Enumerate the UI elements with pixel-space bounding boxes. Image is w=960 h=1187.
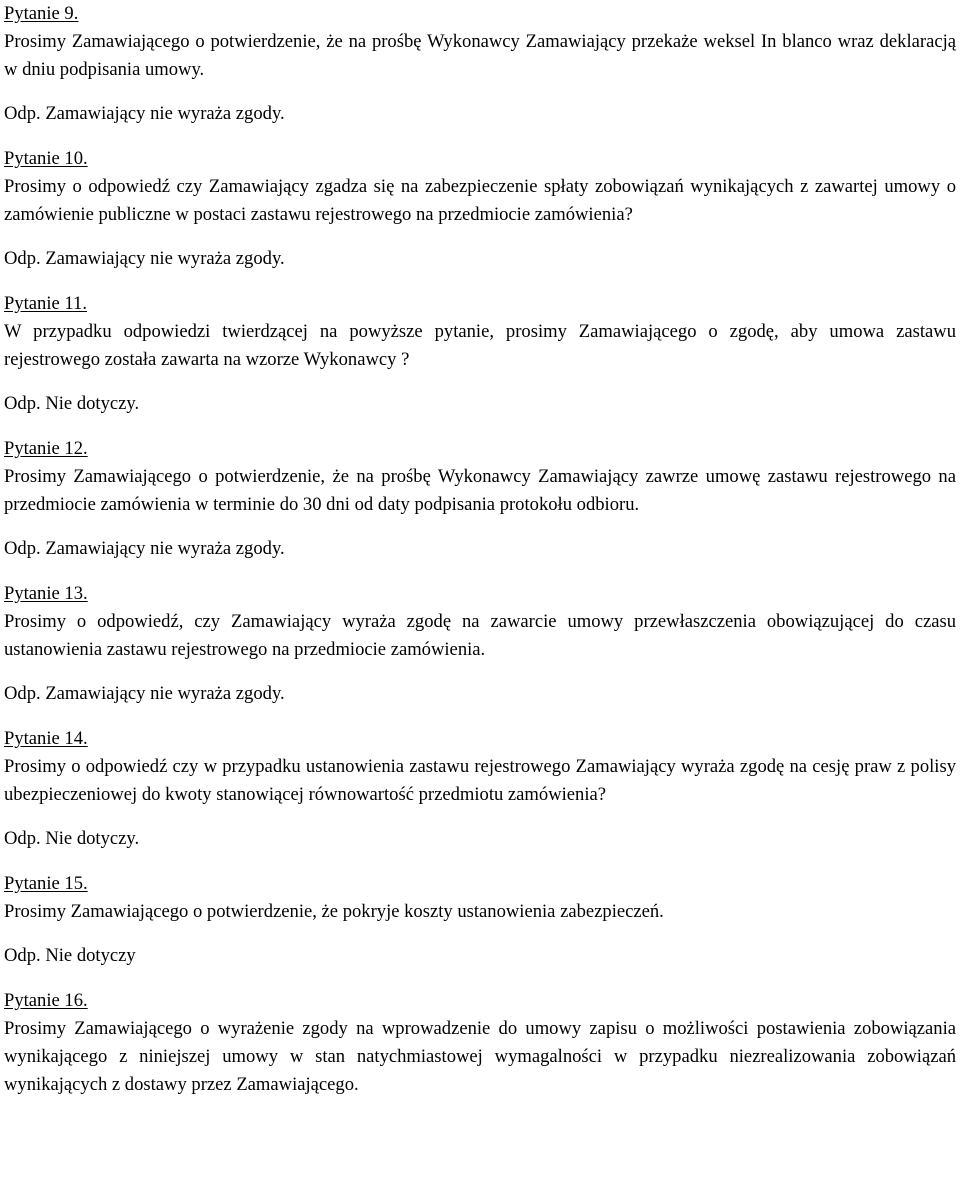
answer-text: Odp. Zamawiający nie wyraża zgody. [4,683,285,704]
answer-text: Odp. Nie dotyczy [4,945,136,966]
question-heading: Pytanie 9. [4,3,79,24]
question-block-15 [4,870,956,970]
question-heading: Pytanie 16. [4,990,88,1011]
question-heading: Pytanie 12. [4,438,88,459]
question-text: Prosimy Zamawiającego o potwierdzenie, że na prośbę Wykonawcy Zamawiający przekaże weksel In blanco wraz deklaracją w dniu podpisania umowy. [4,31,956,80]
question-text: Prosimy Zamawiającego o potwierdzenie, że na prośbę Wykonawcy Zamawiający zawrze umowę zastawu rejestrowego na przedmiocie zamówienia w terminie do 30 dni od daty podpisania protokołu odbioru. [4,466,956,515]
question-heading: Pytanie 10. [4,148,88,169]
answer-text: Odp. Nie dotyczy. [4,393,140,414]
question-heading: Pytanie 15. [4,873,88,894]
answer-text: Odp. Zamawiający nie wyraża zgody. [4,103,285,124]
question-block-13 [4,580,956,708]
question-block-12 [4,435,956,563]
question-heading: Pytanie 14. [4,728,88,749]
question-text: Prosimy Zamawiającego o potwierdzenie, że pokryje koszty ustanowienia zabezpieczeń. [4,901,664,922]
question-block-16 [4,987,956,1099]
question-heading: Pytanie 11. [4,293,87,314]
question-text: Prosimy o odpowiedź, czy Zamawiający wyraża zgodę na zawarcie umowy przewłaszczenia obowiązującej do czasu ustanowienia zastawu rejestrowego na przedmiocie zamówienia. [4,611,956,660]
question-block-10 [4,145,956,273]
question-text: Prosimy o odpowiedź czy w przypadku ustanowienia zastawu rejestrowego Zamawiający wyraża zgodę na cesję praw z polisy ubezpieczeniowej do kwoty stanowiącej równowartość przedmiotu zamówienia? [4,756,956,805]
question-text: Prosimy Zamawiającego o wyrażenie zgody na wprowadzenie do umowy zapisu o możliwości postawienia zobowiązania wynikającego z niniejszej umowy w stan natychmiastowej wymagalności w przypadku niezrealizowania zobowiązań wynikających z dostawy przez Zamawiającego. [4,1018,956,1095]
question-text: W przypadku odpowiedzi twierdzącej na powyższe pytanie, prosimy Zamawiającego o zgodę, aby umowa zastawu rejestrowego została zawarta na wzorze Wykonawcy ? [4,321,956,370]
question-block-9 [4,0,956,128]
question-text: Prosimy o odpowiedź czy Zamawiający zgadza się na zabezpieczenie spłaty zobowiązań wynikających z zawartej umowy o zamówienie publiczne w postaci zastawu rejestrowego na przedmiocie zamówienia? [4,176,956,225]
answer-text: Odp. Zamawiający nie wyraża zgody. [4,248,285,269]
question-heading: Pytanie 13. [4,583,88,604]
question-block-11 [4,290,956,418]
answer-text: Odp. Nie dotyczy. [4,828,140,849]
question-block-14 [4,725,956,853]
answer-text: Odp. Zamawiający nie wyraża zgody. [4,538,285,559]
